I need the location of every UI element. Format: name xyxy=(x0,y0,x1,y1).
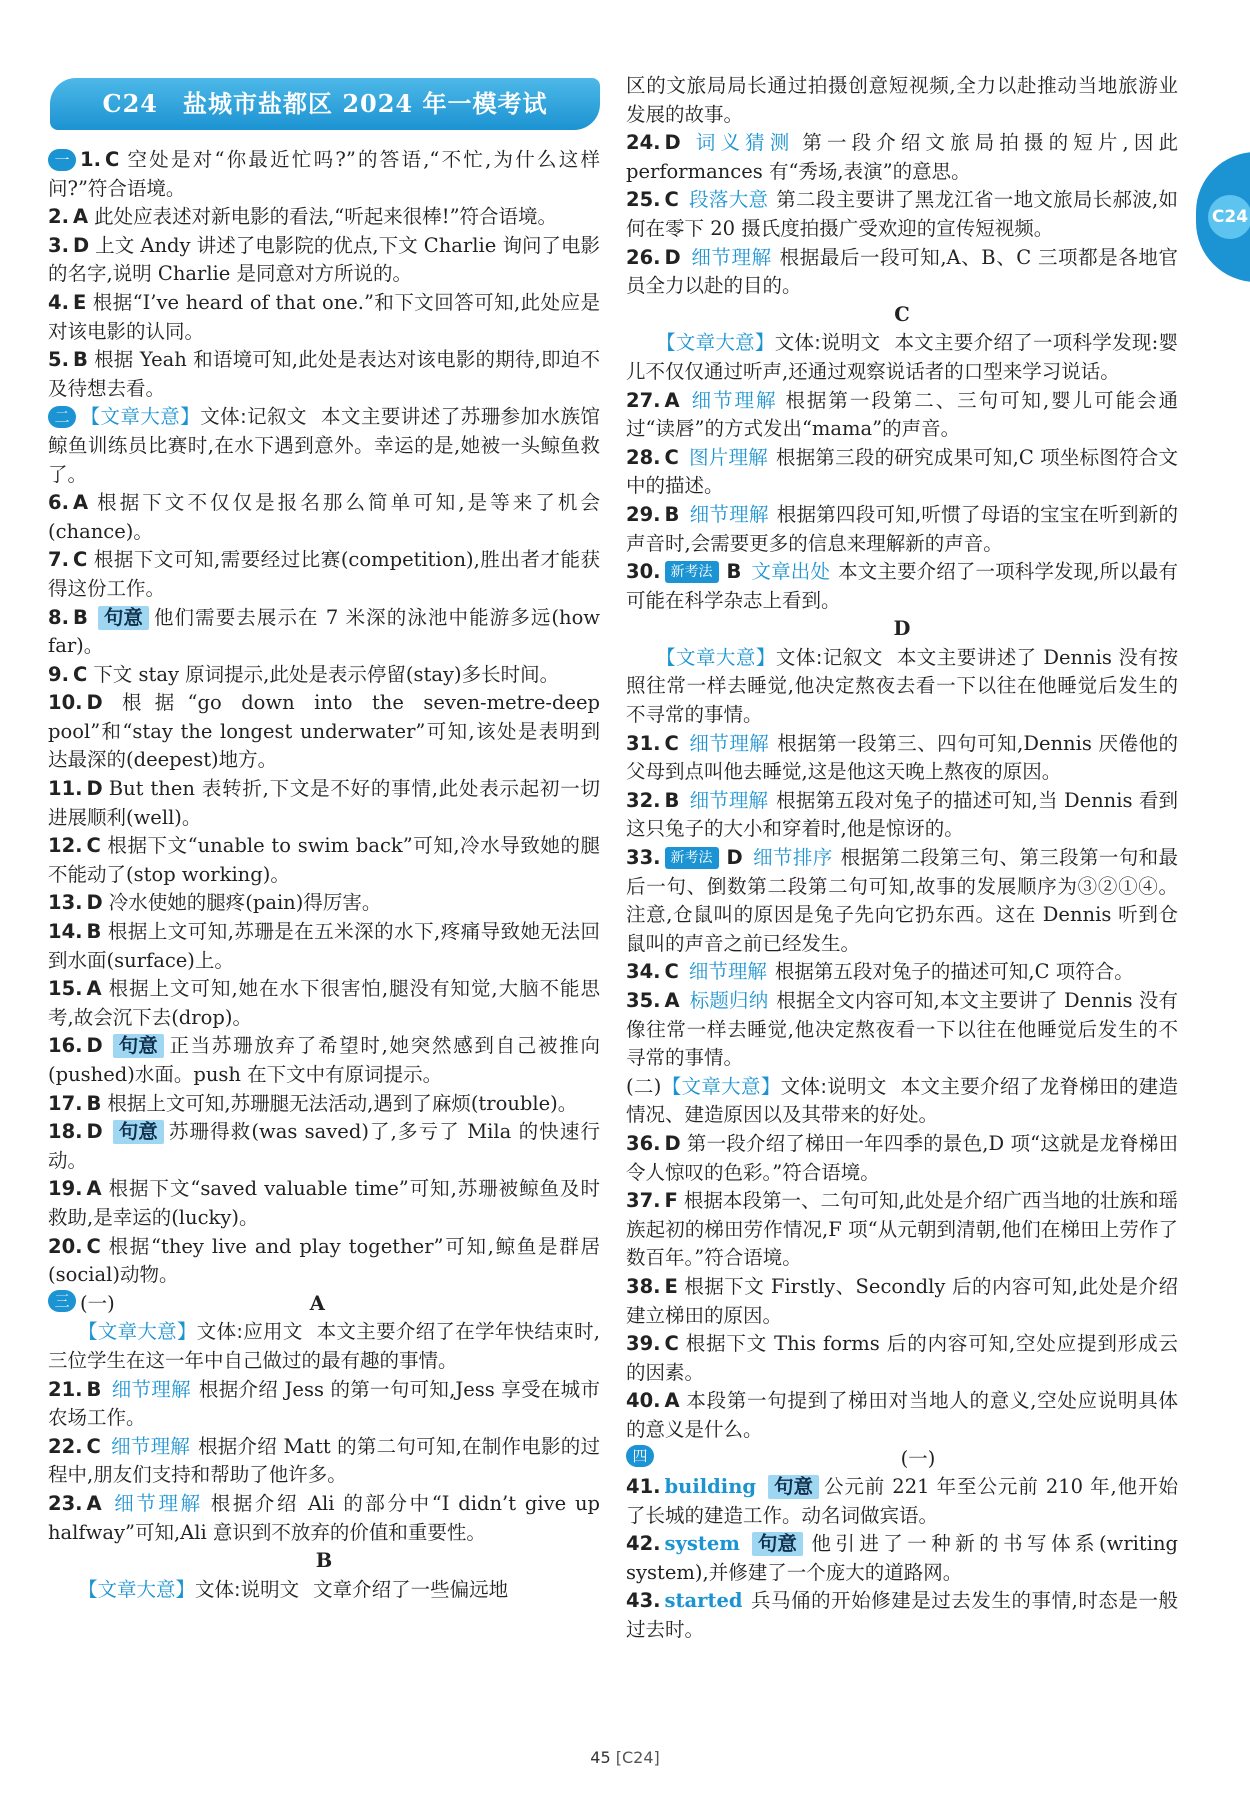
question-number: 4. xyxy=(48,290,69,314)
answer-letter: C xyxy=(664,960,679,984)
question-number: 3. xyxy=(48,233,69,257)
question-number: 10. xyxy=(48,691,83,715)
question-number: 27. xyxy=(626,388,661,412)
answer-item xyxy=(626,1273,1178,1330)
answer-item xyxy=(626,1330,1178,1387)
question-type-tag: 细节理解 xyxy=(689,388,778,412)
answer-item xyxy=(48,975,600,1032)
question-type-tag: 图片理解 xyxy=(688,445,768,469)
explanation-text: 根据介绍 Ali 的部分中“I didn’t give up halfway”可知,Ali 意识到不放弃的价值和重要性。 xyxy=(48,1491,600,1544)
question-number: 6. xyxy=(48,491,69,515)
explanation-text: 根据下文可知,需要经过比赛(competition),胜出者才能获得这份工作。 xyxy=(48,548,600,600)
answer-item xyxy=(48,832,600,889)
answer-item xyxy=(48,889,600,918)
question-number: 28. xyxy=(626,445,661,469)
sentence-meaning-badge: 句意 xyxy=(113,1120,164,1144)
question-number: 20. xyxy=(48,1234,83,1258)
answer-item xyxy=(48,1490,600,1547)
explanation-text: 根据第一段第三、四句可知,Dennis 厌倦他的父母到点叫他去睡觉,这是他这天晚上熬夜的原因。 xyxy=(626,731,1178,784)
explanation-text: 第一段介绍了梯田一年四季的景色,D 项“这就是龙脊梯田令人惊叹的色彩。”符合语境。 xyxy=(626,1131,1178,1184)
explanation-text: 根据第五段对兔子的描述可知,C 项符合。 xyxy=(774,960,1134,984)
question-type-tag: 细节理解 xyxy=(690,245,772,269)
question-type-tag: 标题归纳 xyxy=(689,989,769,1012)
answer-letter: A xyxy=(86,1491,102,1515)
summary-tag: 【文章大意】 xyxy=(78,1320,197,1344)
question-number: 32. xyxy=(626,788,661,812)
answer-word: started xyxy=(664,1589,743,1613)
explanation-text: 上文 Andy 讲述了电影院的优点,下文 Charlie 询问了电影的名字,说明 Charlie 是同意对方所说的。 xyxy=(48,233,600,286)
answer-letter: D xyxy=(664,245,681,269)
subsection-label-two: (二) xyxy=(626,1074,662,1098)
question-number: 17. xyxy=(48,1091,83,1115)
genre-label: 文体:说明文 xyxy=(195,1577,300,1601)
answer-letter: A xyxy=(86,1177,102,1201)
question-type-tag: 词义猜测 xyxy=(690,131,795,155)
passage-summary xyxy=(626,1073,1178,1130)
answer-item xyxy=(626,844,1178,958)
answer-letter: D xyxy=(86,777,103,801)
question-number: 25. xyxy=(626,188,661,212)
answer-item xyxy=(626,501,1178,558)
explanation-text: 冷水使她的腿疼(pain)得厉害。 xyxy=(108,891,382,915)
explanation-text: 根据第一段第二、三句可知,婴儿可能会通过“读唇”的方式发出“mama”的声音。 xyxy=(626,388,1178,441)
answer-item xyxy=(48,203,600,232)
answer-letter: C xyxy=(664,188,679,212)
answer-item xyxy=(48,1032,600,1089)
answer-letter: E xyxy=(664,1274,678,1298)
answer-letter: D xyxy=(664,1131,681,1155)
answer-letter: A xyxy=(664,388,680,412)
question-type-tag: 细节理解 xyxy=(688,731,770,755)
explanation-text: 根据最后一段可知,A、B、C 三项都是各地官员全力以赴的目的。 xyxy=(626,245,1178,298)
answer-item xyxy=(48,232,600,289)
question-number: 42. xyxy=(626,1532,661,1556)
answer-letter: B xyxy=(72,605,88,629)
answer-item xyxy=(48,289,600,346)
side-tab-label: C24 xyxy=(1208,195,1250,239)
passage-summary xyxy=(48,1576,600,1605)
question-number: 16. xyxy=(48,1034,83,1058)
answer-letter: C xyxy=(664,445,679,469)
genre-label: 文体:说明文 xyxy=(774,331,881,355)
answer-item xyxy=(626,1473,1178,1530)
passage-letter-d: D xyxy=(893,617,911,641)
answer-letter: B xyxy=(664,788,680,812)
page-code: [C24] xyxy=(615,1748,660,1767)
answer-item xyxy=(626,129,1178,186)
question-type-tag: 细节理解 xyxy=(111,1491,203,1515)
question-number: 5. xyxy=(48,348,69,372)
question-number: 31. xyxy=(626,731,661,755)
summary-text: 本文主要介绍了一项科学发现:婴儿不仅仅通过听声,还通过观察说话者的口型来学习说话。 xyxy=(626,331,1178,383)
answer-letter: D xyxy=(86,691,103,715)
question-number: 43. xyxy=(626,1589,661,1613)
answer-letter: D xyxy=(726,846,743,870)
explanation-text: 根据上文可知,苏珊腿无法活动,遇到了麻烦(trouble)。 xyxy=(107,1091,578,1115)
question-number: 40. xyxy=(626,1389,661,1413)
question-number: 38. xyxy=(626,1274,661,1298)
question-type-tag: 细节理解 xyxy=(688,960,767,984)
answer-item xyxy=(48,1118,600,1175)
answer-item xyxy=(48,661,600,690)
genre-label: 文体:记叙文 xyxy=(775,645,883,669)
question-number: 12. xyxy=(48,834,83,858)
page-number xyxy=(0,1744,1250,1773)
explanation-text: 根据下文“saved valuable time”可知,苏珊被鲸鱼及时救助,是幸运的(lucky)。 xyxy=(48,1177,600,1229)
answer-item xyxy=(626,558,1178,615)
explanation-text: 根据第五段对兔子的描述可知,当 Dennis 看到这只兔子的大小和穿着时,他是惊讶的。 xyxy=(626,788,1178,841)
answer-item xyxy=(48,689,600,775)
summary-tag: 【文章大意】 xyxy=(80,405,201,429)
answer-word: system xyxy=(664,1532,740,1556)
answer-item xyxy=(48,1376,600,1433)
question-number: 22. xyxy=(48,1434,83,1458)
explanation-text: 根据第四段可知,听惯了母语的宝宝在听到新的声音时,会需要更多的信息来理解新的声音。 xyxy=(626,502,1178,555)
question-type-tag: 细节排序 xyxy=(752,846,833,870)
answer-letter: C xyxy=(86,1434,101,1458)
page-title xyxy=(50,78,600,130)
summary-tag: 【文章大意】 xyxy=(656,645,776,669)
explanation-text: 他们需要去展示在 7 米深的泳池中能游多远(how far)。 xyxy=(48,605,600,658)
answer-letter: C xyxy=(664,1332,679,1356)
summary-text: 文章介绍了一些偏远地 xyxy=(313,1577,509,1601)
summary-text: 本文主要讲述了 Dennis 没有按照往常一样去睡觉,他决定熬夜去看一下以往在他睡觉后发生的不寻常的事情。 xyxy=(626,645,1178,727)
genre-label: 文体:应用文 xyxy=(196,1320,303,1344)
answer-item xyxy=(48,918,600,975)
answer-item xyxy=(626,730,1178,787)
answer-item xyxy=(626,787,1178,844)
explanation-text: 正当苏珊放弃了希望时,她突然感到自己被推向(pushed)水面。push 在下文中有原词提示。 xyxy=(48,1034,600,1086)
explanation-text: 他引进了一种新的书写体系(writing system),并修建了一个庞大的道路网。 xyxy=(626,1532,1178,1584)
answer-item xyxy=(48,346,600,403)
question-number: 34. xyxy=(626,960,661,984)
question-number: 14. xyxy=(48,920,83,944)
explanation-text: 空处是对“你最近忙吗?”的答语,“不忙,为什么这样问?”符合语境。 xyxy=(48,148,600,200)
summary-tag: 【文章大意】 xyxy=(656,331,775,355)
answer-letter: C xyxy=(72,548,88,572)
explanation-text: 根据下文不仅仅是报名那么简单可知,是等来了机会(chance)。 xyxy=(48,491,600,543)
explanation-text: 根据下文 This forms 后的内容可知,空处应提到形成云的因素。 xyxy=(626,1332,1178,1384)
answer-item xyxy=(48,604,600,661)
question-type-tag: 细节理解 xyxy=(110,1434,191,1458)
passage-summary-continued: 区的文旅局局长通过拍摄创意短视频,全力以赴推动当地旅游业发展的故事。 xyxy=(626,74,1178,126)
sentence-meaning-badge: 句意 xyxy=(768,1475,819,1499)
explanation-text: 本段第一句提到了梯田对当地人的意义,空处应说明具体的意义是什么。 xyxy=(626,1389,1178,1441)
explanation-text: 根据上文可知,她在水下很害怕,腿没有知觉,大脑不能思考,故会沉下去(drop)。 xyxy=(48,977,600,1029)
summary-tag: 【文章大意】 xyxy=(661,1074,781,1098)
question-number: 19. xyxy=(48,1177,83,1201)
answer-letter: C xyxy=(104,148,120,171)
explanation-text: But then 表转折,下文是不好的事情,此处表示起初一切进展顺利(well)。 xyxy=(48,777,600,829)
answer-item xyxy=(626,987,1178,1073)
passage-letter-a: A xyxy=(309,1291,325,1315)
new-method-badge: 新考法 xyxy=(665,847,719,869)
question-number: 11. xyxy=(48,777,83,801)
explanation-text: 根据介绍 Jess 的第一句可知,Jess 享受在城市农场工作。 xyxy=(48,1377,600,1430)
passage-summary xyxy=(626,644,1178,730)
answer-letter: A xyxy=(72,205,89,229)
answer-letter: A xyxy=(664,1389,680,1413)
question-number: 9. xyxy=(48,662,69,686)
question-type-tag: 细节理解 xyxy=(689,788,769,812)
explanation-text: 根据“they live and play together”可知,鲸鱼是群居(social)动物。 xyxy=(48,1234,600,1287)
question-type-tag: 细节理解 xyxy=(111,1377,191,1401)
answer-letter: A xyxy=(72,491,89,515)
question-type-tag: 段落大意 xyxy=(688,188,769,212)
summary-text: 本文主要介绍了龙脊梯田的建造情况、建造原因以及其带来的好处。 xyxy=(626,1074,1178,1127)
answer-word: building xyxy=(664,1475,757,1499)
question-number: 24. xyxy=(626,131,661,155)
explanation-text: 第二段主要讲了黑龙江省一地文旅局长郝波,如何在零下 20 摄氏度拍摄广受欢迎的宣传短视频。 xyxy=(626,188,1178,240)
question-number: 8. xyxy=(48,605,69,629)
passage-summary xyxy=(48,1318,600,1375)
sentence-meaning-badge: 句意 xyxy=(752,1532,803,1556)
answer-item xyxy=(48,775,600,832)
answer-letter: C xyxy=(72,662,88,686)
answer-letter: B xyxy=(86,1377,102,1401)
explanation-text: 第一段介绍文旅局拍摄的短片,因此 performances 有“秀场,表演”的意思。 xyxy=(626,131,1178,183)
question-number: 23. xyxy=(48,1491,83,1515)
answer-item xyxy=(626,1187,1178,1273)
left-column xyxy=(48,146,600,1604)
answer-item xyxy=(626,1530,1178,1587)
answer-letter: A xyxy=(664,989,680,1012)
passage-letter-b: B xyxy=(315,1549,333,1573)
passage-summary xyxy=(626,329,1178,386)
explanation-text: 下文 stay 原词提示,此处是表示停留(stay)多长时间。 xyxy=(93,662,560,686)
passage-letter-c: C xyxy=(894,302,910,326)
question-number: 30. xyxy=(626,560,661,584)
answer-letter: D xyxy=(86,1034,103,1058)
explanation-text: 根据全文内容可知,本文主要讲了 Dennis 没有像往常一样去睡觉,他决定熬夜看一下以往在他睡觉后发生的不寻常的事情。 xyxy=(626,989,1178,1070)
genre-label: 文体:说明文 xyxy=(780,1074,887,1098)
explanation-text: 根据下文“unable to swim back”可知,冷水导致她的腿不能动了(stop working)。 xyxy=(48,834,600,886)
question-number: 29. xyxy=(626,502,661,526)
explanation-text: 根据第三段的研究成果可知,C 项坐标图符合文中的描述。 xyxy=(626,445,1178,498)
section-number-four: 四 xyxy=(626,1445,654,1467)
sentence-meaning-badge: 句意 xyxy=(113,1034,164,1058)
sentence-meaning-badge: 句意 xyxy=(98,606,149,630)
answer-letter: A xyxy=(86,977,102,1001)
passage-summary xyxy=(48,403,600,489)
subsection-label: (一) xyxy=(80,1291,115,1315)
question-number: 7. xyxy=(48,548,69,572)
explanation-text: 根据下文 Firstly、Secondly 后的内容可知,此处是介绍建立梯田的原因。 xyxy=(626,1274,1178,1327)
explanation-text: 根据“go down into the seven-metre-deep pool”和“stay the longest underwater”可知,该处是表明到达最深的(deepest)地方。 xyxy=(48,691,600,772)
explanation-text: 根据本段第一、二句可知,此处是介绍广西当地的壮族和瑶族起初的梯田劳作情况,F 项“从元朝到清朝,他们在梯田上劳作了数百年。”符合语境。 xyxy=(626,1189,1178,1270)
question-number: 37. xyxy=(626,1189,661,1213)
question-number: 13. xyxy=(48,891,83,915)
section-number-three: 三 xyxy=(48,1290,76,1312)
question-number: 35. xyxy=(626,989,661,1012)
genre-label: 文体:记叙文 xyxy=(200,405,308,429)
new-method-badge: 新考法 xyxy=(665,561,719,583)
title-text: C24 盐城市盐都区 2024 年一模考试 xyxy=(102,88,548,118)
explanation-text: 公元前 221 年至公元前 210 年,他开始了长城的建造工作。动名词做宾语。 xyxy=(626,1475,1178,1527)
question-type-tag: 文章出处 xyxy=(751,560,831,584)
question-number: 1. xyxy=(80,148,101,171)
question-number: 41. xyxy=(626,1475,661,1499)
answer-item xyxy=(626,958,1178,987)
answer-letter: B xyxy=(86,1091,102,1115)
section-three-header xyxy=(48,1290,600,1319)
answer-item xyxy=(626,1130,1178,1187)
answer-letter: B xyxy=(664,502,680,526)
explanation-text: 根据“I’ve heard of that one.”和下文回答可知,此处应是对该电影的认同。 xyxy=(48,290,600,343)
question-number: 26. xyxy=(626,245,661,269)
answer-item xyxy=(48,146,600,203)
right-column xyxy=(626,72,1178,1645)
answer-letter: C xyxy=(86,834,101,858)
answer-letter: E xyxy=(72,290,87,314)
question-number: 21. xyxy=(48,1377,83,1401)
answer-letter: D xyxy=(86,891,103,915)
answer-letter: B xyxy=(726,560,742,584)
question-number: 2. xyxy=(48,205,69,229)
explanation-text: 本文主要介绍了一项科学发现,所以最有可能在科学杂志上看到。 xyxy=(626,560,1178,612)
section-four-header xyxy=(626,1445,1178,1474)
explanation-text: 此处应表述对新电影的看法,“听起来很棒!”符合语境。 xyxy=(94,205,558,229)
explanation-text: 根据 Yeah 和语境可知,此处是表达对该电影的期待,即迫不及待想去看。 xyxy=(48,348,600,400)
explanation-text: 根据上文可知,苏珊是在五米深的水下,疼痛导致她无法回到水面(surface)上。 xyxy=(48,920,600,972)
answer-item xyxy=(626,186,1178,243)
answer-letter: C xyxy=(664,731,679,755)
section-number-one: 一 xyxy=(48,149,76,171)
question-number: 15. xyxy=(48,977,83,1001)
answer-letter: B xyxy=(72,348,88,372)
question-number: 36. xyxy=(626,1131,661,1155)
explanation-text: 兵马俑的开始修建是过去发生的事情,时态是一般过去时。 xyxy=(626,1589,1178,1642)
answer-letter: D xyxy=(72,233,90,257)
answer-item xyxy=(626,444,1178,501)
explanation-text: 根据第二段第三句、第三段第一句和最后一句、倒数第二段第二句可知,故事的发展顺序为③②①④。注意,仓鼠叫的原因是兔子先向它扔东西。这在 Dennis 听到仓鼠叫的声音之前已经发生。 xyxy=(626,846,1178,955)
subsection-label: (一) xyxy=(900,1446,936,1470)
answer-item xyxy=(626,1387,1178,1444)
answer-letter: D xyxy=(664,131,681,155)
answer-item xyxy=(48,1233,600,1290)
answer-letter: D xyxy=(86,1120,103,1144)
answer-letter: F xyxy=(664,1189,678,1213)
answer-item xyxy=(48,1433,600,1490)
page-number-text: 45 xyxy=(590,1748,611,1767)
explanation-text: 根据介绍 Matt 的第二句可知,在制作电影的过程中,朋友们支持和帮助了他许多。 xyxy=(48,1434,600,1487)
summary-text: 本文主要介绍了在学年快结束时,三位学生在这一年中自己做过的最有趣的事情。 xyxy=(48,1320,600,1372)
answer-item xyxy=(626,244,1178,301)
summary-tag: 【文章大意】 xyxy=(78,1577,196,1601)
side-tab xyxy=(1196,152,1250,282)
question-number: 39. xyxy=(626,1332,661,1356)
answer-letter: C xyxy=(86,1234,101,1258)
answer-item xyxy=(48,546,600,603)
question-number: 33. xyxy=(626,846,661,870)
explanation-text: 苏珊得救(was saved)了,多亏了 Mila 的快速行动。 xyxy=(48,1120,600,1172)
summary-text: 本文主要讲述了苏珊参加水族馆鲸鱼训练员比赛时,在水下遇到意外。幸运的是,她被一头鲸鱼救了。 xyxy=(48,405,600,486)
section-number-two: 二 xyxy=(48,406,76,428)
answer-item xyxy=(48,1175,600,1232)
answer-item xyxy=(626,1587,1178,1644)
question-number: 18. xyxy=(48,1120,83,1144)
answer-item xyxy=(48,1090,600,1119)
answer-item xyxy=(626,387,1178,444)
question-type-tag: 细节理解 xyxy=(689,502,769,526)
answer-item xyxy=(48,489,600,546)
answer-letter: B xyxy=(86,920,102,944)
